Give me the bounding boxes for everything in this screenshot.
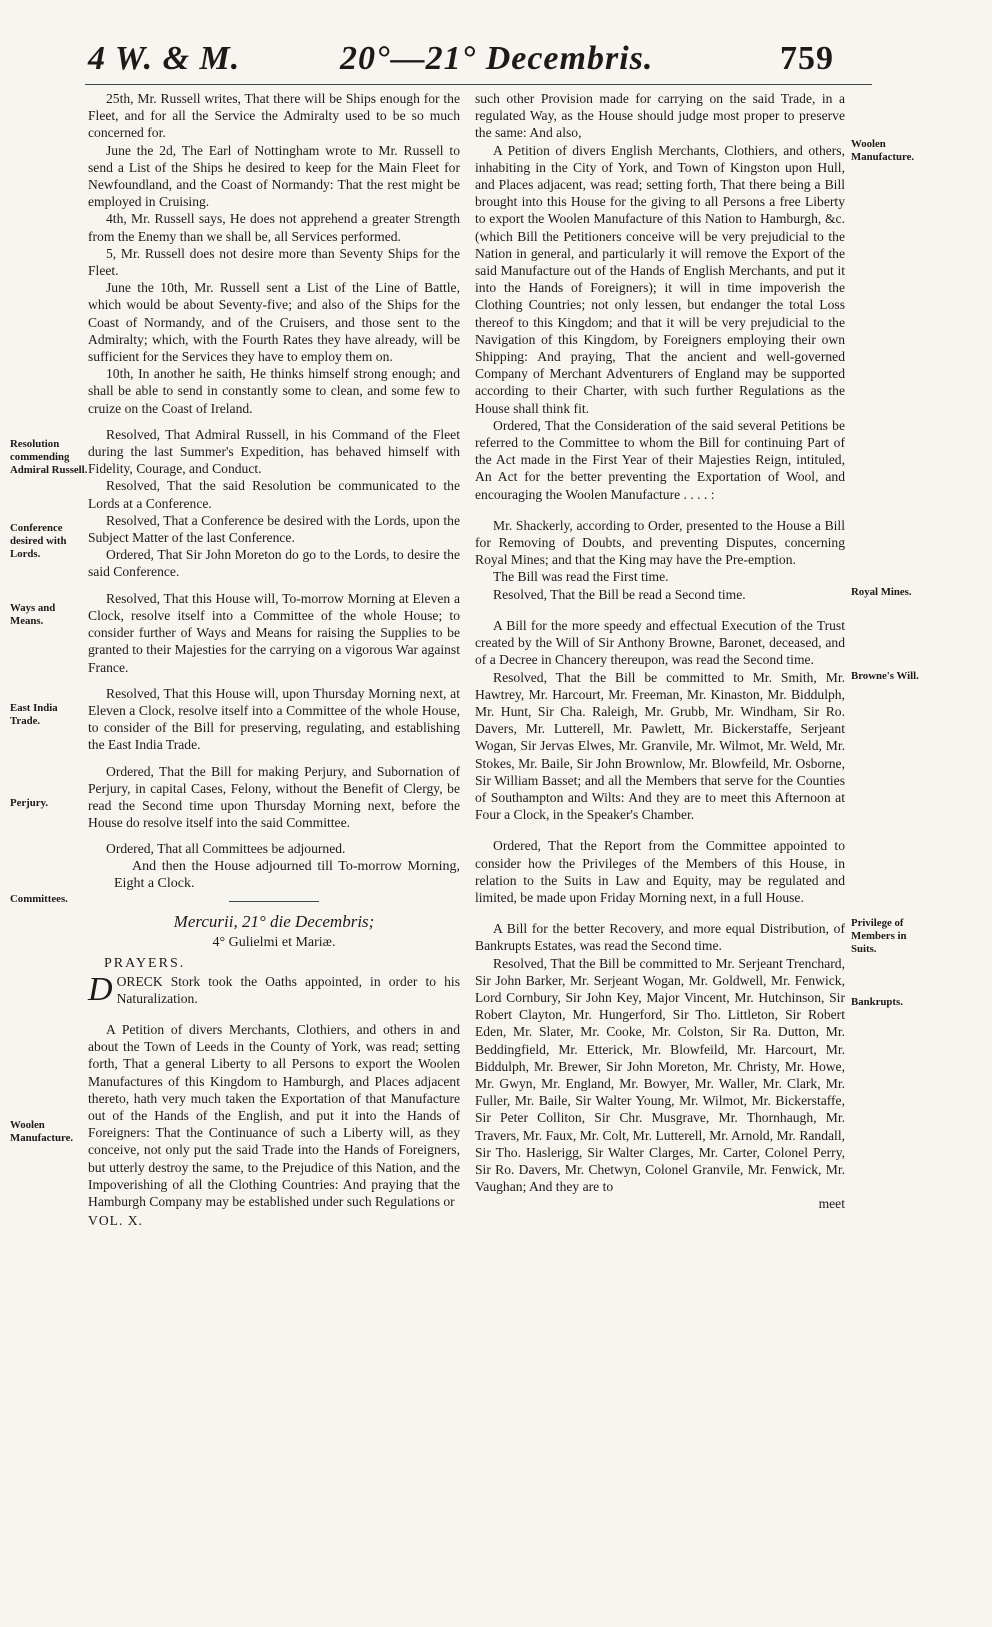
margin-note: Bankrupts. (851, 996, 903, 1008)
naturalization-paragraph (88, 970, 460, 1008)
order-perjury: Ordered, That the Bill for making Perjury, and Subornation of Perjury, in capital Cases, Felony, without the Benefit of Clergy, be read the Second time upon Thursday Morning next, before the House do resolve itself into the said Committee. (88, 763, 460, 831)
running-head-left: 4 W. & M. (88, 40, 241, 77)
section-rule (229, 901, 319, 902)
margin-note: Royal Mines. (851, 586, 912, 598)
margin-note: Woolen Manufacture. (851, 138, 915, 163)
day-heading: Mercurii, 21° die Decembris; (173, 911, 375, 931)
margin-note: Browne's Will. (851, 670, 919, 682)
right-column (475, 90, 845, 1213)
order-referral: Ordered, That the Consideration of the said several Petitions be referred to the Committee to whom the Bill for continuing Part of the Act made in the First Year of their Majesties Reign, intituled, An Act for the better preventing the Exportation of Wool, and encouraging the Woolen Manufacture . . . . : (475, 417, 845, 502)
paragraph: Resolved, That the Bill be read a Second time. (493, 586, 746, 602)
resolution-east-india: Resolved, That this House will, upon Thursday Morning next, at Eleven a Clock, resolve itself into a Committee of the whole House, to consider of the Bill for preserving, regulating, and establishing the East India Trade. (88, 685, 460, 753)
left-column (88, 90, 460, 1229)
paragraph: June the 10th, Mr. Russell sent a List of the Line of Battle, which would be about Seventy-five; and also of the Ships for the Coast of Normandy, and of the Cruisers, and those sent to the Admiralty; which, with the Fourth Rates they have already, will be sufficient for the Services they have to employ them on. (88, 280, 460, 365)
adjournment: And then the House adjourned till To-morrow Morning, Eight a Clock. (114, 858, 460, 891)
bill-bankrupts: A Bill for the better Recovery, and more equal Distribution, of Bankrupts Estates, was read the Second time. (475, 921, 845, 954)
paragraph: June the 2d, The Earl of Nottingham wrote to Mr. Russell to send a List of the Ships he desired to keep for the Main Fleet for Newfoundland, and the Coast of Normandy: That the rest might be employed in Cruising. (88, 142, 460, 210)
catchword: meet (818, 1196, 845, 1212)
margin-note: Ways and Means. (10, 602, 56, 627)
drop-cap: D (88, 970, 113, 1008)
paragraph: The Bill was read the First time. (493, 569, 669, 585)
volume-signature: VOL. X. (88, 1213, 143, 1229)
margin-note: Privilege of Members in Suits. (851, 917, 907, 955)
bill-royal-mines: Mr. Shackerly, according to Order, presented to the House a Bill for Removing of Doubts, and preventing Disputes, concerning Royal Mines; and that the King may have the Pre-emption. (475, 517, 845, 568)
paragraph: such other Provision made for carrying on the said Trade, in a regulated Way, as the House should judge most proper to preserve the same: And also, (475, 91, 845, 141)
regnal-year: 4° Gulielmi et Mariæ. (212, 935, 336, 951)
resolution-russell: Resolved, That Admiral Russell, in his Command of the Fleet during the last Summer's Expedition, has behaved himself with Fidelity, Courage, and Conduct. (88, 426, 460, 477)
resolution-ways-means: Resolved, That this House will, To-morrow Morning at Eleven a Clock, resolve itself into a Committee of the whole House; to consider further of Ways and Means for raising the Supplies to be granted to their Majesties for the carrying on a vigorous War against France. (88, 590, 460, 675)
resolution-conference: Resolved, That a Conference be desired with the Lords, upon the Subject Matter of the last Conference. (88, 512, 460, 546)
header-rule (85, 84, 872, 85)
margin-note: Resolution commending Admiral Russell. (10, 438, 88, 476)
margin-note: Conference desired with Lords. (10, 522, 67, 560)
committee-list-bankrupts: Resolved, That the Bill be committed to Mr. Serjeant Trenchard, Sir John Barker, Mr. Serjeant Wogan, Mr. Goldwell, Mr. Fenwick, Lord Cornbury, Sir John Key, Major Vincent, Mr. Hutchinson, Sir Robert Clayton, Mr. Hungerford, Sir Tho. Littleton, Sir Robert Eden, Mr. Slater, Mr. Cooke, Mr. Colston, Sir Ra. Dutton, Mr. Beddingfield, Mr. Etterick, Mr. Blowfeild, Mr. Harcourt, Mr. Biddulph, Mr. Brewer, Sir John Moreton, Mr. Christy, Mr. Howe, Mr. Gwyn, Mr. England, Mr. Bowyer, Mr. Waller, Mr. Clark, Mr. Fuller, Mr. Baile, Sir Walter Young, Mr. Wilmot, Mr. Bickerstaffe, Sir Peter Colliton, Sir Chr. Musgrave, Mr. Thornhaugh, Mr. Travers, Mr. Faux, Mr. Colt, Mr. Lutterell, Mr. Arnold, Mr. Randall, Sir Tho. Haslerigg, Sir Walter Clarges, Mr. Carter, Colonel Perry, Sir Ro. Davers, Mr. Chetwyn, Colonel Granvile, Mr. Fenwick, Mr. Vaughan; And they are to (475, 955, 845, 1195)
paragraph: Resolved, That the said Resolution be communicated to the Lords at a Conference. (88, 478, 460, 511)
paragraph: 10th, In another he saith, He thinks himself strong enough; and shall be able to send in constantly some to clean, and some few to cruize on the Coast of Ireland. (88, 366, 460, 416)
paragraph: Ordered, That Sir John Moreton do go to the Lords, to desire the said Conference. (88, 547, 460, 580)
prayers-heading: PRAYERS. (104, 956, 186, 972)
margin-note: Perjury. (10, 797, 49, 809)
margin-note: Committees. (10, 893, 68, 905)
running-head-date: 20°—21° Decembris. (340, 40, 654, 77)
order-privileges: Ordered, That the Report from the Committee appointed to consider how the Privileges of the Members of this House, in relation to the Suits in Law and Equity, may be regulated and limited, be made upon Friday Morning next, in a full House. (475, 838, 845, 905)
petition-york-hull: A Petition of divers English Merchants, Clothiers, and others, inhabiting in the City of York, and Town of Kingston upon Hull, and Places adjacent, was read; setting forth, That there being a Bill brought into this House for the giving to all Persons a free Liberty to export the Woolen Manufacture of this Nation to Hamburgh, &c. (which Bill the Petitioners conceive will be very prejudicial to the Nation in general, and particularly it will remove the Export of the said Manufacture out of the Hands of English Merchants, and put it into the Hands of Foreigners); it will in time impoverish the Clothing Countries; not only lessen, but endanger the total Loss thereof to this Kingdom; and that it will be very prejudicial to the Navigation of this Kingdom, by Foreigners employing their own Shipping: And praying, That the ancient and well-governed Company of Merchant Adventurers of England may be supported according to their Charter, with such further Regulations as the House shall think fit. (475, 142, 845, 416)
paragraph-text: ORECK Stork took the Oaths appointed, in order to his Naturalization. (116, 973, 460, 1006)
order-committees: Ordered, That all Committees be adjourned. (106, 841, 346, 857)
committee-list-browne: Resolved, That the Bill be committed to Mr. Smith, Mr. Hawtrey, Mr. Harcourt, Mr. Freeman, Mr. Kinaston, Mr. Biddulph, Mr. Hunt, Sir Cha. Raleigh, Mr. Grubb, Mr. Windham, Sir Ro. Davers, Mr. Lutterell, Mr. Pawlett, Mr. Bickerstaffe, Serjeant Wogan, Sir Jervas Elwes, Mr. Granvile, Mr. Wilmot, Mr. Weld, Mr. Stokes, Mr. Baile, Sir John Brownlow, Mr. Blowfeild, Mr. Osborne, Sir William Basset; and all the Members that serve for the Counties of Southampton and Wilts: And they are to meet this Afternoon at Four a Clock, in the Speaker's Chamber. (475, 669, 845, 823)
margin-note: East India Trade. (10, 702, 58, 727)
bill-browne-will: A Bill for the more speedy and effectual Execution of the Trust created by the Will of Sir Anthony Browne, Baronet, deceased, and of a Decree in Chancery thereupon, was read the Second time. (475, 617, 845, 668)
petition-leeds: A Petition of divers Merchants, Clothiers, and others in and about the Town of Leeds in the County of York, was read; setting forth, That a general Liberty to all Persons to export the Woolen Manufactures of this Kingdom to Hamburgh, and Places adjacent thereto, hath very much taken the Exportation of that Manufacture out of the Hands of the English, and put it into the Hands of Foreigners: That the Continuance of such a Liberty will, as they conceive, not only put the said Trade into the Hands of Foreigners, but utterly destroy the same, to the Prejudice of this Nation, and the Impoverishing of all the Clothing Countries: And praying that the Hamburgh Company may be established under such Regulations or (88, 1021, 460, 1209)
margin-note: Woolen Manufacture. (10, 1119, 74, 1144)
paragraph: 5, Mr. Russell does not desire more than Seventy Ships for the Fleet. (88, 245, 460, 279)
paragraph: 4th, Mr. Russell says, He does not apprehend a greater Strength from the Enemy than we shall be, all Services performed. (88, 211, 460, 244)
paragraph: 25th, Mr. Russell writes, That there will be Ships enough for the Fleet, and for all the Service the Admiralty used to be so much concerned for. (88, 91, 460, 141)
page-number: 759 (780, 40, 834, 77)
